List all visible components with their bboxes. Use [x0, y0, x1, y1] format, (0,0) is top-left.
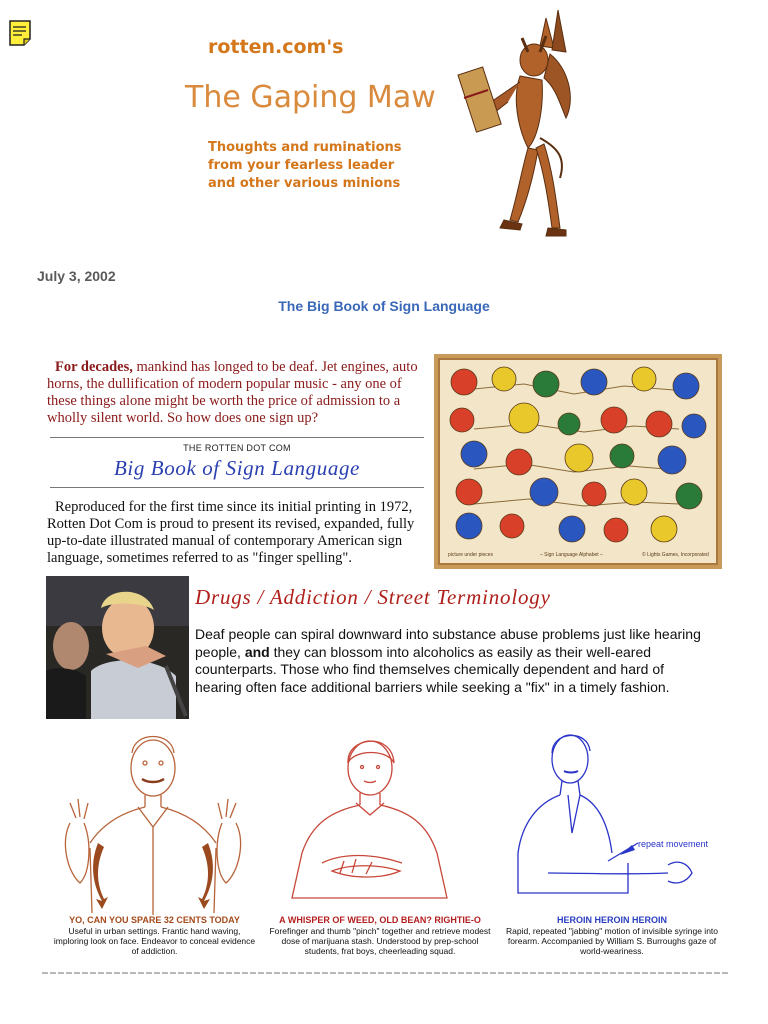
figure-caption — [497, 915, 727, 956]
figure-caption — [265, 915, 495, 956]
book-description: Reproduced for the first time since its initial printing in 1972, Rotten Dot Com is proud to present its revised, expanded, fully up-to-date illustrated manual of contemporary American sign language, sometimes referred to as "finger spelling". — [47, 499, 415, 566]
photo-people-signing — [46, 576, 189, 719]
book-kicker: THE ROTTEN DOT COM — [183, 443, 291, 453]
tagline — [208, 139, 448, 193]
repeat-movement-label: repeat movement — [638, 839, 709, 849]
section-title: Drugs / Addiction / Street Terminology — [195, 585, 551, 609]
article-headline: The Big Book of Sign Language — [278, 298, 490, 314]
note-icon[interactable] — [9, 20, 31, 46]
bottom-divider — [42, 972, 728, 974]
figure-description: Useful in urban settings. Frantic hand waving, imploring look on face. Endeavor to conceal evidence of addiction. — [53, 926, 256, 956]
section-body-a: Deaf people can spiral downward into substance abuse problems just like hearing people, — [195, 626, 701, 660]
book-title: Big Book of Sign Language — [114, 456, 360, 480]
sign-illustration-spare-change — [50, 723, 260, 915]
divider — [50, 487, 424, 488]
figure-title: HEROIN HEROIN HEROIN — [556, 915, 667, 925]
post-date: July 3, 2002 — [37, 268, 116, 284]
figure-description: Forefinger and thumb "pinch" together and retrieve modest dose of marijuana stash. Understood by prep-school students, frat boys, cheerleading squad. — [269, 926, 491, 956]
devil-illustration — [448, 8, 578, 238]
puzzle-footer-right: © Lights Games, Incorporated — [642, 552, 709, 558]
section-body-bold: and — [244, 643, 270, 660]
section-body-b: they can blossom into alcoholics as easily as their well-eared counterparts. Those who find themselves chemically dependent and hard of hearing often face additional barriers while seeking a "fix" in a timely fashion. — [195, 643, 670, 695]
divider — [50, 437, 424, 438]
figure-caption — [52, 915, 257, 956]
page-title: The Gaping Maw — [185, 80, 436, 115]
sign-alphabet-puzzle-image — [434, 354, 722, 569]
site-name: rotten.com's — [208, 36, 344, 58]
intro-paragraph — [47, 359, 427, 427]
intro-lead: For decades, — [55, 359, 133, 375]
intro-text: mankind has longed to be deaf. Jet engines, auto horns, the dullification of modern popular music - any one of these things alone might be worth the price of admission to a wholly silent world. So how does one sign up? — [47, 359, 418, 426]
section-body — [195, 626, 710, 696]
figure-title: YO, CAN YOU SPARE 32 CENTS TODAY — [69, 915, 240, 925]
tagline-line: and other various minions — [208, 176, 401, 191]
puzzle-footer-center: – Sign Language Alphabet – — [540, 552, 603, 558]
puzzle-footer-left: picture under pieces — [448, 552, 494, 558]
sign-illustration-heroin — [508, 723, 728, 915]
tagline-line: Thoughts and ruminations — [208, 140, 402, 155]
figure-title: A WHISPER OF WEED, OLD BEAN? RIGHTIE-O — [279, 915, 481, 925]
tagline-line: from your fearless leader — [208, 158, 395, 173]
figure-description: Rapid, repeated "jabbing" motion of invisible syringe into forearm. Accompanied by William S. Burroughs gaze of world-weariness. — [505, 926, 719, 956]
sign-illustration-weed — [282, 723, 457, 915]
